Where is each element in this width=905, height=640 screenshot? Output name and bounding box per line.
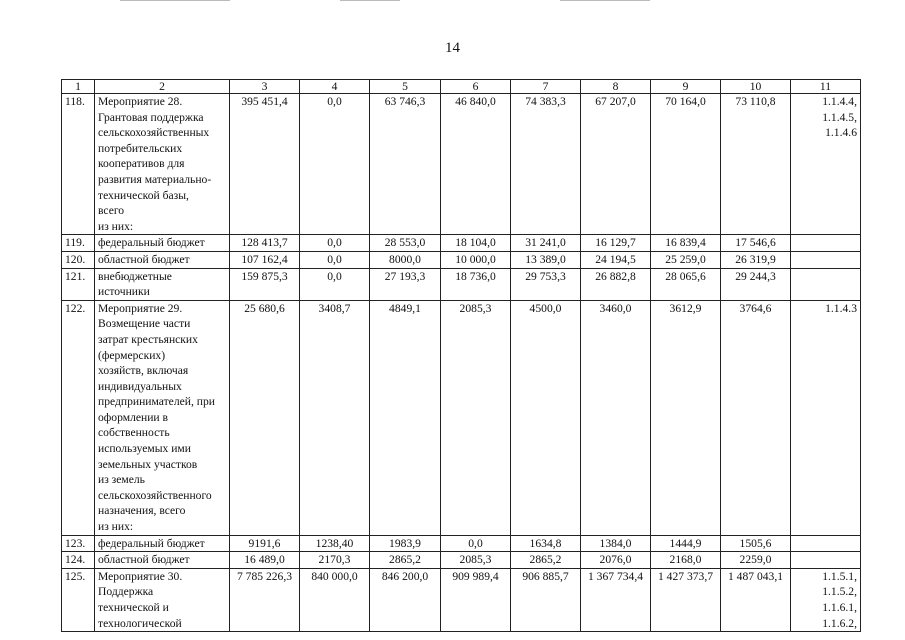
value-cell: 1634,8 (511, 535, 581, 552)
value-cell: 2865,2 (370, 552, 441, 569)
column-header: 9 (651, 80, 721, 94)
value-cell: 3764,6 (721, 300, 791, 535)
scan-edge-mark (120, 0, 230, 1)
value-cell: 13 389,0 (511, 251, 581, 268)
header-row (62, 80, 861, 94)
row-description: федеральный бюджет (95, 235, 230, 252)
page-number: 14 (445, 40, 460, 56)
value-cell: 70 164,0 (651, 94, 721, 235)
value-cell: 67 207,0 (581, 94, 651, 235)
row-description: внебюджетные источники (95, 268, 230, 300)
value-cell: 0,0 (300, 268, 370, 300)
table-row (62, 535, 861, 552)
value-cell: 846 200,0 (370, 568, 441, 631)
value-cell: 29 244,3 (721, 268, 791, 300)
value-cell: 3612,9 (651, 300, 721, 535)
scan-edge-mark (340, 0, 400, 1)
value-cell: 8000,0 (370, 251, 441, 268)
value-cell: 63 746,3 (370, 94, 441, 235)
value-cell: 17 546,6 (721, 235, 791, 252)
row-number: 119. (62, 235, 95, 252)
row-description: Мероприятие 30. Поддержка технической и технологической (95, 568, 230, 631)
row-number: 123. (62, 535, 95, 552)
value-cell: 27 193,3 (370, 268, 441, 300)
row-number: 118. (62, 94, 95, 235)
value-cell: 31 241,0 (511, 235, 581, 252)
value-cell: 107 162,4 (230, 251, 300, 268)
value-cell: 10 000,0 (441, 251, 511, 268)
value-cell: 18 736,0 (441, 268, 511, 300)
value-cell: 3460,0 (581, 300, 651, 535)
value-cell: 909 989,4 (441, 568, 511, 631)
table-row (62, 235, 861, 252)
row-number: 120. (62, 251, 95, 268)
value-cell: 25 680,6 (230, 300, 300, 535)
value-cell: 4849,1 (370, 300, 441, 535)
value-cell: 9191,6 (230, 535, 300, 552)
value-cell: 1983,9 (370, 535, 441, 552)
value-cell: 840 000,0 (300, 568, 370, 631)
value-cell: 74 383,3 (511, 94, 581, 235)
reference-cell (791, 235, 861, 252)
reference-cell: 1.1.4.4, 1.1.4.5, 1.1.4.6 (791, 94, 861, 235)
reference-cell: 1.1.5.1, 1.1.5.2, 1.1.6.1, 1.1.6.2, (791, 568, 861, 631)
column-header: 10 (721, 80, 791, 94)
column-header: 7 (511, 80, 581, 94)
row-number: 124. (62, 552, 95, 569)
column-header: 3 (230, 80, 300, 94)
column-header: 1 (62, 80, 95, 94)
column-header: 11 (791, 80, 861, 94)
column-header: 8 (581, 80, 651, 94)
value-cell: 395 451,4 (230, 94, 300, 235)
value-cell: 159 875,3 (230, 268, 300, 300)
row-number: 122. (62, 300, 95, 535)
column-header: 6 (441, 80, 511, 94)
value-cell: 2259,0 (721, 552, 791, 569)
reference-cell (791, 552, 861, 569)
table-row (62, 552, 861, 569)
table-row (62, 94, 861, 235)
table-row (62, 251, 861, 268)
row-description: областной бюджет (95, 552, 230, 569)
value-cell: 4500,0 (511, 300, 581, 535)
value-cell: 16 839,4 (651, 235, 721, 252)
column-header: 2 (95, 80, 230, 94)
value-cell: 1 427 373,7 (651, 568, 721, 631)
value-cell: 3408,7 (300, 300, 370, 535)
value-cell: 1384,0 (581, 535, 651, 552)
value-cell: 26 319,9 (721, 251, 791, 268)
value-cell: 2085,3 (441, 300, 511, 535)
value-cell: 0,0 (300, 235, 370, 252)
value-cell: 2865,2 (511, 552, 581, 569)
value-cell: 16 129,7 (581, 235, 651, 252)
value-cell: 73 110,8 (721, 94, 791, 235)
column-header: 4 (300, 80, 370, 94)
row-description: Мероприятие 28. Грантовая поддержка сельскохозяйственных потребительских кооперативов для развития материально- технической базы, всего из них: (95, 94, 230, 235)
value-cell: 2170,3 (300, 552, 370, 569)
value-cell: 1444,9 (651, 535, 721, 552)
reference-cell (791, 535, 861, 552)
value-cell: 1 367 734,4 (581, 568, 651, 631)
reference-cell: 1.1.4.3 (791, 300, 861, 535)
value-cell: 0,0 (300, 251, 370, 268)
value-cell: 16 489,0 (230, 552, 300, 569)
value-cell: 18 104,0 (441, 235, 511, 252)
scan-edge-mark (560, 0, 650, 1)
table-row (62, 268, 861, 300)
table-row (62, 568, 861, 631)
value-cell: 2076,0 (581, 552, 651, 569)
value-cell: 128 413,7 (230, 235, 300, 252)
value-cell: 1 487 043,1 (721, 568, 791, 631)
value-cell: 1505,6 (721, 535, 791, 552)
row-description: Мероприятие 29. Возмещение части затрат крестьянских (фермерских) хозяйств, включая индивидуальных предпринимателей, при оформлении в собственность используемых ими земельных участков из земель сельскохозяйственного назначения, всего из них: (95, 300, 230, 535)
reference-cell (791, 268, 861, 300)
row-number: 125. (62, 568, 95, 631)
row-description: федеральный бюджет (95, 535, 230, 552)
value-cell: 28 065,6 (651, 268, 721, 300)
row-number: 121. (62, 268, 95, 300)
value-cell: 46 840,0 (441, 94, 511, 235)
value-cell: 29 753,3 (511, 268, 581, 300)
value-cell: 0,0 (300, 94, 370, 235)
value-cell: 25 259,0 (651, 251, 721, 268)
value-cell: 2085,3 (441, 552, 511, 569)
value-cell: 7 785 226,3 (230, 568, 300, 631)
value-cell: 906 885,7 (511, 568, 581, 631)
budget-table (61, 79, 861, 632)
value-cell: 24 194,5 (581, 251, 651, 268)
value-cell: 1238,40 (300, 535, 370, 552)
table-row (62, 300, 861, 535)
column-header: 5 (370, 80, 441, 94)
value-cell: 0,0 (441, 535, 511, 552)
value-cell: 26 882,8 (581, 268, 651, 300)
reference-cell (791, 251, 861, 268)
row-description: областной бюджет (95, 251, 230, 268)
value-cell: 28 553,0 (370, 235, 441, 252)
value-cell: 2168,0 (651, 552, 721, 569)
